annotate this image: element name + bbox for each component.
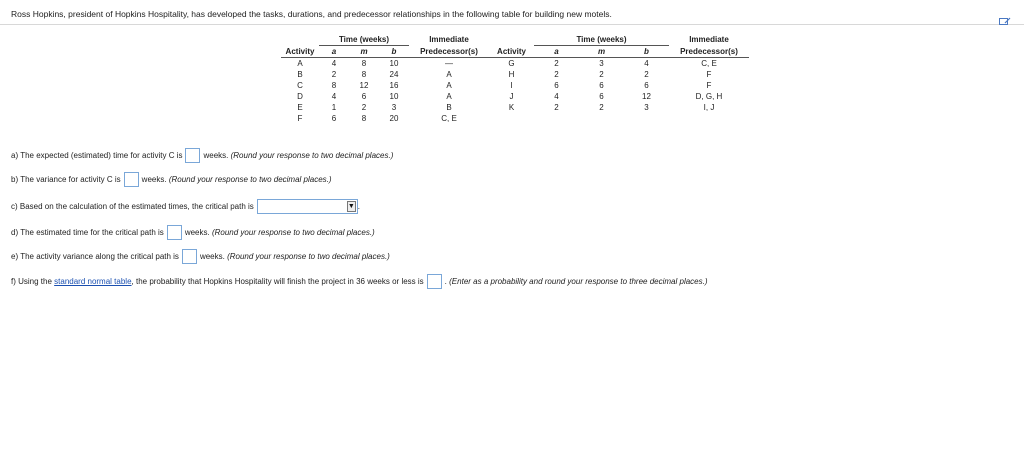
table-row	[281, 58, 749, 70]
col-m-left: m	[349, 46, 379, 58]
col-b-left: b	[379, 46, 409, 58]
table-cell: D	[297, 92, 303, 101]
time-header-right: Time (weeks)	[534, 34, 669, 46]
imm-header-left: Immediate	[429, 35, 469, 45]
table-cell: I	[510, 81, 513, 90]
table-row	[281, 113, 749, 124]
table-cell: I, J	[703, 103, 715, 112]
table-cell: F	[297, 114, 303, 123]
table-cell: A	[446, 81, 452, 90]
table-cell: D, G, H	[695, 92, 723, 101]
table-cell: 8	[361, 114, 367, 123]
table-cell: A	[446, 92, 452, 101]
table-cell: E	[297, 103, 303, 112]
table-cell: 2	[644, 70, 649, 79]
table-cell: 4	[331, 59, 337, 68]
answer-e-input[interactable]	[182, 249, 197, 264]
table-cell: C, E	[701, 59, 717, 68]
table-cell: 10	[389, 92, 399, 101]
table-cell: 10	[389, 59, 399, 68]
table-cell: 4	[554, 92, 559, 101]
table-cell: F	[706, 70, 712, 79]
question-a: a) The expected (estimated) time for activity C is weeks. (Round your response to two decimal places.)	[11, 148, 393, 163]
table-cell: 4	[331, 92, 337, 101]
table-cell: C, E	[441, 114, 457, 123]
table-row	[281, 80, 749, 91]
table-cell: 2	[554, 70, 559, 79]
table-cell: 3	[644, 103, 649, 112]
table-cell: 8	[361, 70, 367, 79]
table-cell: F	[706, 81, 712, 90]
answer-d-input[interactable]	[167, 225, 182, 240]
table-cell: 8	[361, 59, 367, 68]
col-m-right: m	[579, 46, 624, 58]
table-cell: 2	[599, 70, 604, 79]
table-cell: B	[297, 70, 303, 79]
table-cell	[579, 113, 624, 124]
table-cell: K	[508, 103, 515, 112]
pencil-edit-icon[interactable]	[999, 17, 1011, 27]
table-cell: B	[446, 103, 452, 112]
question-d: d) The estimated time for the critical path is weeks. (Round your response to two decimal places.)	[11, 225, 375, 240]
table-cell: A	[297, 59, 303, 68]
table-row	[281, 69, 749, 80]
table-cell: 12	[642, 92, 651, 101]
table-cell: G	[508, 59, 515, 68]
table-cell: 2	[599, 103, 604, 112]
table-cell	[624, 113, 669, 124]
imm-header-right: Immediate	[689, 35, 729, 45]
question-f: f) Using the standard normal table , the probability that Hopkins Hospitality will finish the project in 36 weeks or less is . (Enter as a probability and round your response to three decimal places.)	[11, 274, 708, 289]
table-cell	[669, 113, 749, 124]
table-cell: 6	[361, 92, 367, 101]
col-a-left: a	[319, 46, 349, 58]
divider	[0, 24, 1024, 25]
table-cell: 6	[599, 92, 604, 101]
table-cell: C	[297, 81, 303, 90]
table-cell: A	[446, 70, 452, 79]
answer-f-input[interactable]	[427, 274, 442, 289]
table-cell: 16	[389, 81, 399, 90]
question-c: c) Based on the calculation of the estimated times, the critical path is ▼ .	[11, 199, 360, 214]
activity-header-left: Activity	[281, 46, 319, 58]
question-e: e) The activity variance along the critical path is weeks. (Round your response to two decimal places.)	[11, 249, 390, 264]
table-cell: 3	[599, 59, 604, 68]
dropdown-arrow-icon[interactable]: ▼	[347, 203, 355, 210]
table-cell: 6	[554, 81, 559, 90]
table-cell: 6	[331, 114, 337, 123]
table-row	[281, 102, 749, 113]
table-cell: 1	[331, 103, 337, 112]
table-cell: 24	[389, 70, 399, 79]
table-cell: 2	[554, 59, 559, 68]
table-cell: 6	[599, 81, 604, 90]
table-cell: H	[508, 70, 515, 79]
table-row	[281, 91, 749, 102]
activity-table	[281, 34, 749, 124]
problem-intro: Ross Hopkins, president of Hopkins Hospitality, has developed the tasks, durations, and predecessor relationships in the following table for building new motels.	[11, 9, 612, 19]
standard-normal-table-link[interactable]: standard normal table	[54, 277, 132, 286]
activity-header-right: Activity	[489, 46, 534, 58]
table-cell: —	[445, 59, 453, 68]
table-cell: 6	[644, 81, 649, 90]
table-cell: 3	[391, 103, 397, 112]
table-cell	[489, 113, 534, 124]
col-b-right: b	[624, 46, 669, 58]
table-cell: 20	[389, 114, 399, 123]
pred-header-left: Predecessor(s)	[409, 46, 489, 58]
critical-path-select[interactable]	[257, 199, 358, 214]
time-header-left: Time (weeks)	[319, 34, 409, 46]
table-cell: 2	[331, 70, 337, 79]
question-b: b) The variance for activity C is weeks. (Round your response to two decimal places.)	[11, 172, 332, 187]
table-cell: 2	[554, 103, 559, 112]
table-cell	[534, 113, 579, 124]
answer-a-input[interactable]	[185, 148, 200, 163]
table-cell: J	[509, 92, 514, 101]
col-a-right: a	[534, 46, 579, 58]
table-cell: 4	[644, 59, 649, 68]
table-cell: 8	[331, 81, 337, 90]
table-cell: 2	[361, 103, 367, 112]
answer-b-input[interactable]	[124, 172, 139, 187]
table-cell: 12	[359, 81, 369, 90]
pred-header-right: Predecessor(s)	[669, 46, 749, 58]
